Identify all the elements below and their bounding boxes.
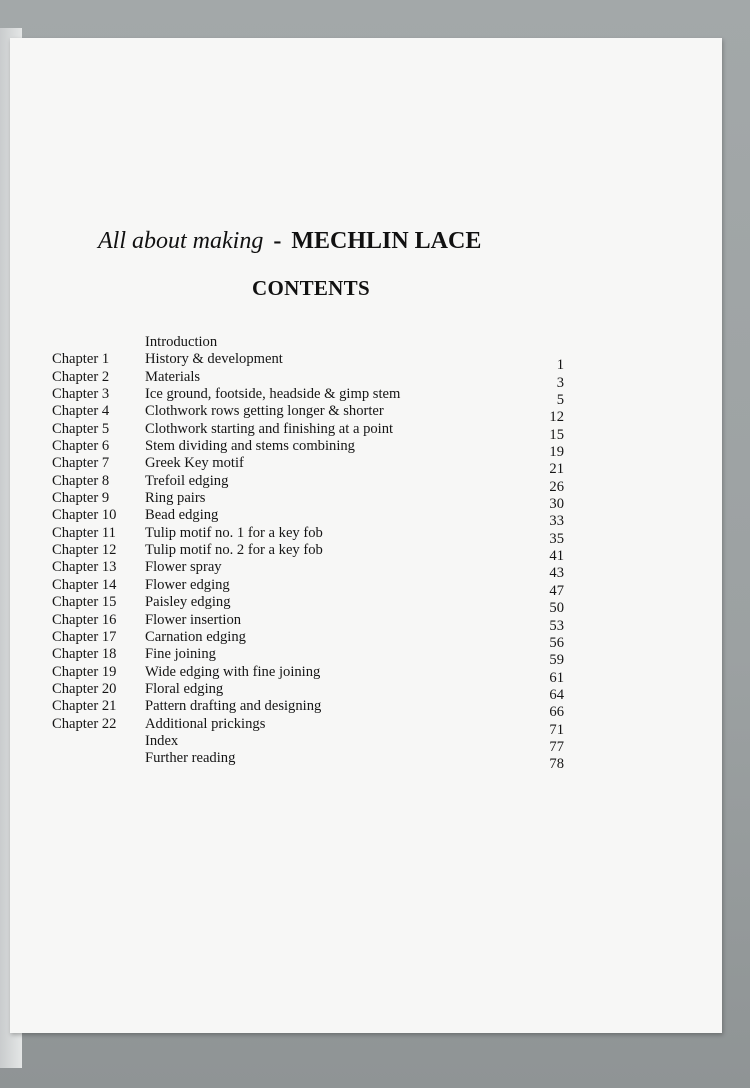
toc-page-number: 56 [549, 634, 564, 651]
toc-row [52, 715, 572, 738]
toc-chapter-label: Chapter 4 [52, 403, 110, 420]
toc-row [52, 576, 572, 599]
toc-chapter-label: Chapter 8 [52, 472, 110, 489]
toc-page-number: 3 [556, 374, 564, 391]
toc-chapter-label: Chapter 16 [52, 611, 117, 628]
toc-entry-title: Stem dividing and stems combining [145, 438, 355, 455]
toc-chapter-label: Chapter 10 [52, 507, 117, 524]
toc-row [52, 507, 572, 530]
toc-page-number: 47 [549, 582, 564, 599]
toc-page-number: 78 [549, 756, 564, 773]
toc-row [52, 368, 572, 391]
toc-page-number: 61 [549, 669, 564, 686]
toc-row [52, 490, 572, 513]
toc-entry-title: Tulip motif no. 2 for a key fob [145, 542, 323, 559]
toc-page-number: 66 [549, 704, 564, 721]
toc-row [52, 351, 572, 374]
title-italic-part: All about making [98, 228, 264, 254]
toc-chapter-label: Chapter 12 [52, 542, 117, 559]
toc-page-number: 43 [549, 565, 564, 582]
toc-page-number: 19 [549, 444, 564, 461]
toc-row [52, 420, 572, 443]
toc-entry-title: Ring pairs [145, 490, 206, 507]
toc-chapter-label: Chapter 21 [52, 698, 117, 715]
toc-entry-title: Bead edging [145, 507, 219, 524]
toc-row [52, 403, 572, 426]
toc-page-number: 12 [549, 409, 564, 426]
toc-page-number: 21 [549, 461, 564, 478]
toc-chapter-label: Chapter 2 [52, 368, 110, 385]
toc-row [52, 334, 572, 351]
toc-entry-title: Flower edging [145, 576, 230, 593]
toc-row [52, 472, 572, 495]
toc-chapter-label: Chapter 15 [52, 594, 117, 611]
toc-chapter-label: Chapter 22 [52, 715, 117, 732]
toc-entry-title: Paisley edging [145, 594, 231, 611]
toc-entry-title: History & development [145, 351, 283, 368]
book-title [98, 228, 658, 255]
toc-chapter-label: Chapter 5 [52, 420, 110, 437]
toc-chapter-label: Chapter 6 [52, 438, 110, 455]
toc-entry-title: Further reading [145, 750, 236, 767]
toc-entry-title: Ice ground, footside, headside & gimp stem [145, 386, 401, 403]
document-page [10, 38, 722, 1033]
toc-chapter-label: Chapter 7 [52, 455, 110, 472]
table-of-contents [52, 334, 572, 773]
toc-page-number: 30 [549, 496, 564, 513]
toc-page-number: 35 [549, 530, 564, 547]
toc-page-number: 26 [549, 478, 564, 495]
toc-entry-title: Tulip motif no. 1 for a key fob [145, 524, 323, 541]
toc-entry-title: Greek Key motif [145, 455, 244, 472]
title-dash: - [273, 228, 282, 254]
toc-row [52, 611, 572, 634]
toc-page-number: 33 [549, 513, 564, 530]
toc-row [52, 698, 572, 721]
toc-chapter-label: Chapter 1 [52, 351, 110, 368]
toc-row [52, 559, 572, 582]
toc-chapter-label: Chapter 20 [52, 680, 117, 697]
toc-row [52, 680, 572, 703]
toc-page-number: 41 [549, 548, 564, 565]
toc-row [52, 732, 572, 755]
toc-page-number: 71 [549, 721, 564, 738]
toc-entry-title: Wide edging with fine joining [145, 663, 321, 680]
toc-chapter-label: Chapter 14 [52, 576, 117, 593]
toc-entry-title: Carnation edging [145, 628, 246, 645]
toc-row [52, 750, 572, 773]
toc-entry-title: Flower insertion [145, 611, 242, 628]
title-bold-part: MECHLIN LACE [291, 228, 482, 254]
toc-row [52, 628, 572, 651]
toc-chapter-label: Chapter 11 [52, 524, 116, 541]
toc-chapter-label: Chapter 9 [52, 490, 110, 507]
toc-page-number: 5 [556, 392, 564, 409]
toc-entry-title: Clothwork rows getting longer & shorter [145, 403, 384, 420]
toc-chapter-label: Chapter 19 [52, 663, 117, 680]
toc-row [52, 663, 572, 686]
toc-page-number: 1 [556, 357, 564, 374]
toc-chapter-label: Chapter 13 [52, 559, 117, 576]
toc-entry-title: Floral edging [145, 680, 224, 697]
toc-entry-title: Introduction [145, 334, 218, 350]
toc-page-number: 15 [549, 426, 564, 443]
toc-entry-title: Materials [145, 368, 201, 385]
contents-heading: CONTENTS [252, 276, 370, 300]
toc-row [52, 524, 572, 547]
toc-row [52, 542, 572, 565]
toc-entry-title: Fine joining [145, 646, 216, 663]
toc-chapter-label: Chapter 17 [52, 628, 117, 645]
toc-row [52, 594, 572, 617]
toc-entry-title: Flower spray [145, 559, 222, 576]
toc-entry-title: Index [145, 732, 179, 749]
toc-page-number: 50 [549, 600, 564, 617]
toc-row [52, 386, 572, 409]
toc-page-number: 59 [549, 652, 564, 669]
toc-entry-title: Clothwork starting and finishing at a point [145, 420, 394, 437]
toc-page-number: 64 [549, 686, 564, 703]
toc-row [52, 646, 572, 669]
toc-row [52, 455, 572, 478]
toc-chapter-label: Chapter 3 [52, 386, 110, 403]
toc-entry-title: Additional prickings [145, 715, 266, 732]
toc-page-number: 77 [549, 738, 564, 755]
toc-row [52, 438, 572, 461]
toc-entry-title: Trefoil edging [145, 472, 229, 489]
toc-entry-title: Pattern drafting and designing [145, 698, 322, 715]
toc-page-number: 53 [549, 617, 564, 634]
toc-chapter-label: Chapter 18 [52, 646, 117, 663]
